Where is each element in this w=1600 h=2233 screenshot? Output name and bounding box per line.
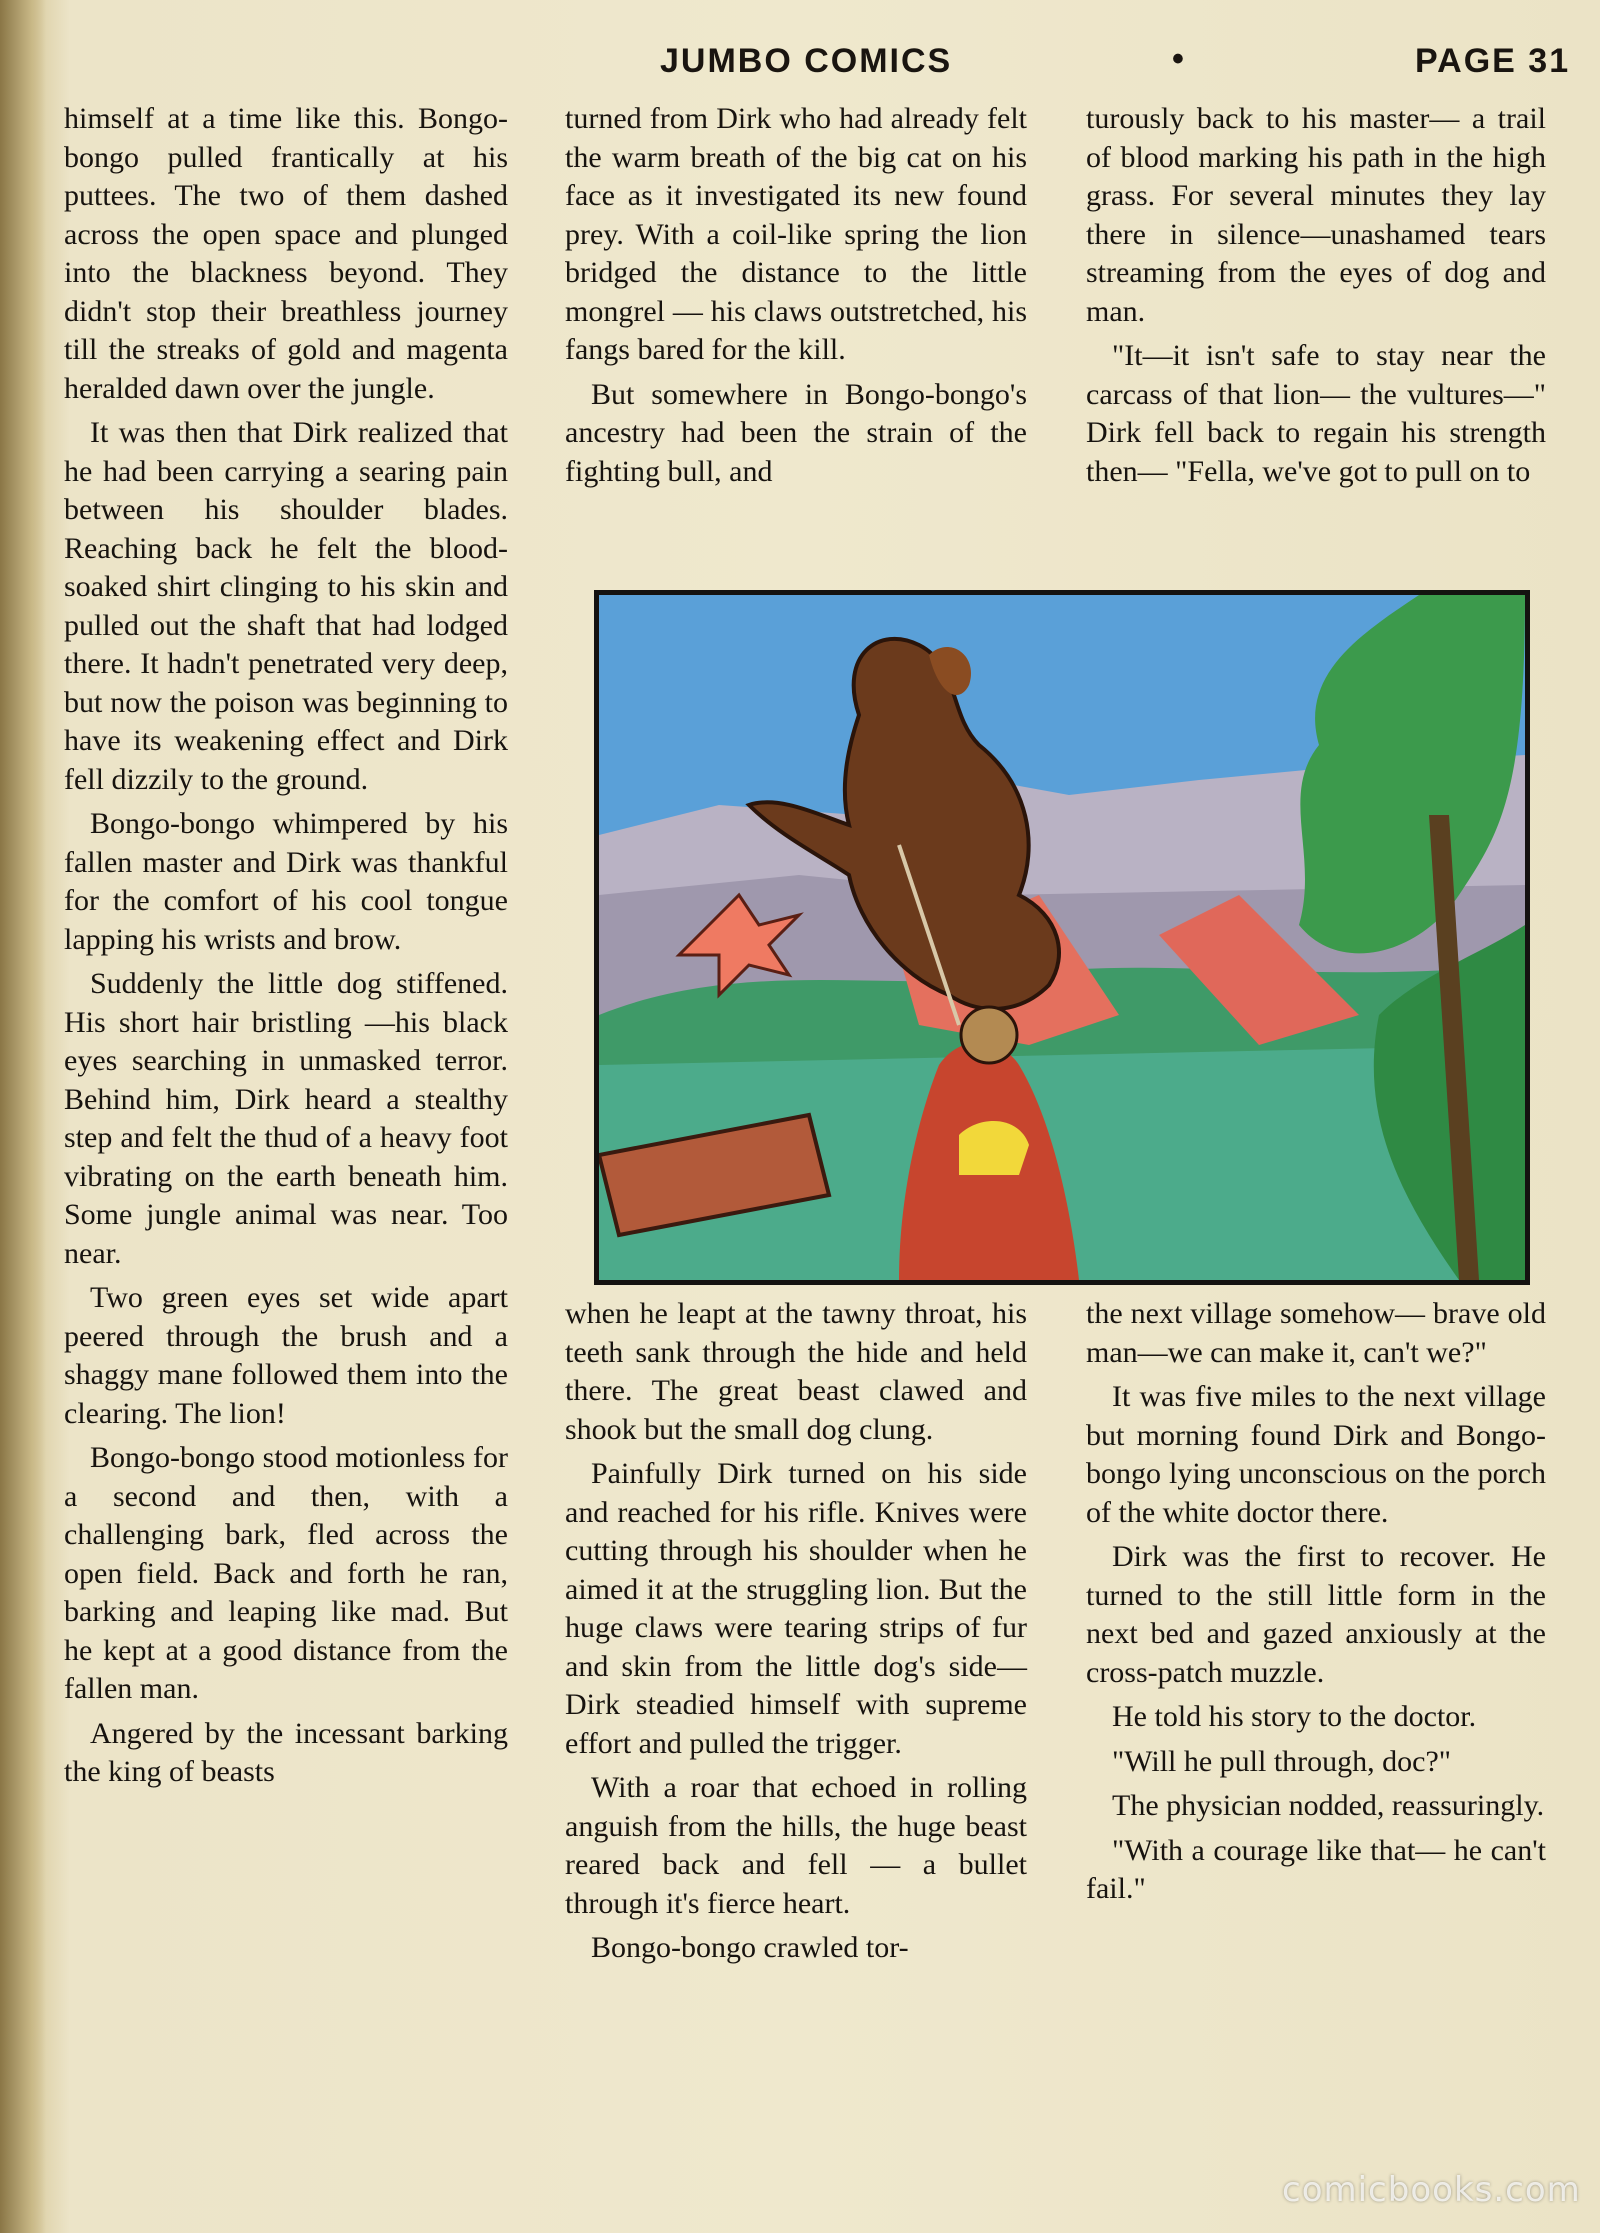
paragraph: Bongo-bongo crawled tor- <box>591 1931 909 1964</box>
lion-attack-illustration <box>599 595 1525 1280</box>
paragraph: "Will he pull through, doc?" <box>1112 1744 1452 1778</box>
paragraph: Bongo-bongo stood motionless for a second and then, with a challenging bark, fled across the open field. Back and forth he ran, barking and leaping like mad. But he kept at a good distance from the fallen man. <box>64 1441 508 1705</box>
paragraph: "It—it isn't safe to stay near the carcass of that lion— the vultures—" Dirk fell back to regain his strength then— "Fella, we've got to pull on to <box>1086 339 1546 488</box>
paragraph: Dirk was the first to recover. He turned to the still little form in the next bed and gazed anxiously at the cross-patch muzzle. <box>1086 1540 1546 1689</box>
paragraph: Two green eyes set wide apart peered through the brush and a shaggy mane followed them into the clearing. The lion! <box>64 1281 508 1430</box>
paragraph: It was five miles to the next village but morning found Dirk and Bongo-bongo lying unconscious on the porch of the white doctor there. <box>1086 1380 1546 1529</box>
paragraph: turned from Dirk who had already felt the warm breath of the big cat on his face as it investigated its new found prey. With a coil-like spring the lion bridged the distance to the little mongrel — his claws outstretched, his fangs bared for the kill. <box>565 102 1027 366</box>
paragraph: Angered by the incessant barking the king of beasts <box>64 1716 508 1788</box>
hunter-head <box>961 1007 1017 1063</box>
paragraph: He told his story to the doctor. <box>1112 1700 1477 1733</box>
header-separator: • <box>1172 40 1186 78</box>
magazine-title: JUMBO COMICS <box>660 42 953 80</box>
site-watermark: comicbooks.com <box>1282 2170 1581 2210</box>
text-column-1 <box>64 100 508 1798</box>
paragraph: "With a courage like that— he can't fail." <box>1086 1833 1546 1905</box>
text-column-2-bottom <box>565 1295 1027 1974</box>
page-number: PAGE 31 <box>1415 42 1571 80</box>
paragraph: It was then that Dirk realized that he had been carrying a searing pain between his shoulder blades. Reaching back he felt the blood-soaked shirt clinging to his skin and pulled out the shaft that had lodged there. It hadn't penetrated very deep, but now the poison was beginning to have its weakening effect and Dirk fell dizzily to the ground. <box>64 416 508 796</box>
paragraph: the next village somehow— brave old man—we can make it, can't we?" <box>1086 1297 1546 1369</box>
paragraph: The physician nodded, reassuringly. <box>1112 1789 1545 1822</box>
paragraph: But somewhere in Bongo-bongo's ancestry had been the strain of the fighting bull, and <box>565 377 1027 488</box>
paragraph: himself at a time like this. Bongo-bongo pulled frantically at his puttees. The two of them dashed across the open space and plunged into the blackness beyond. They didn't stop their breathless journey till the streaks of gold and magenta heralded dawn over the jungle. <box>64 102 508 405</box>
text-column-2-top <box>565 100 1027 497</box>
illustration-panel <box>594 590 1530 1285</box>
paragraph: Bongo-bongo whimpered by his fallen master and Dirk was thankful for the comfort of his cool tongue lapping his wrists and brow. <box>64 807 508 956</box>
paragraph: when he leapt at the tawny throat, his teeth sank through the hide and held there. The great beast clawed and shook but the small dog clung. <box>565 1297 1027 1446</box>
page-gutter-shadow <box>0 0 46 2233</box>
text-column-3-top <box>1086 100 1546 497</box>
text-column-3-bottom <box>1086 1295 1546 1915</box>
paragraph: Painfully Dirk turned on his side and reached for his rifle. Knives were cutting through his shoulder when he aimed it at the struggling lion. But the huge claws were tearing strips of fur and skin from the little dog's side—Dirk steadied himself with supreme effort and pulled the trigger. <box>565 1457 1027 1760</box>
paragraph: turously back to his master— a trail of blood marking his path in the high grass. For several minutes they lay there in silence—unashamed tears streaming from the eyes of dog and man. <box>1086 102 1546 328</box>
paragraph: With a roar that echoed in rolling anguish from the hills, the huge beast reared back and fell — a bullet through it's fierce heart. <box>565 1771 1027 1920</box>
paragraph: Suddenly the little dog stiffened. His short hair bristling —his black eyes searching in unmasked terror. Behind him, Dirk heard a stealthy step and felt the thud of a heavy foot vibrating on the earth beneath him. Some jungle animal was near. Too near. <box>64 967 508 1270</box>
